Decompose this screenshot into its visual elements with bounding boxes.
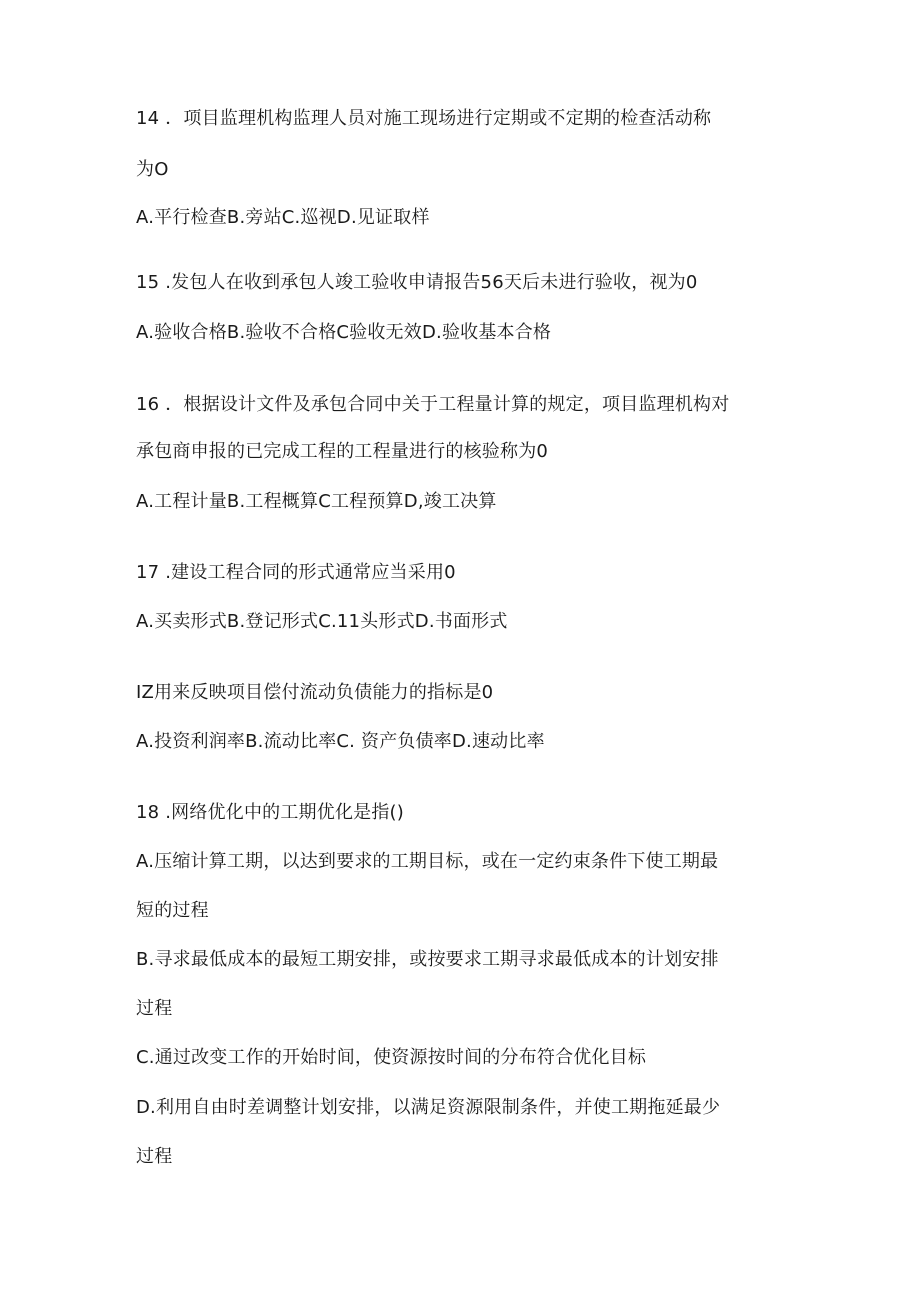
question-17-text: 17 .建设工程合同的形式通常应当采用0: [136, 562, 456, 583]
question-15-text: 15 .发包人在收到承包人竣工验收申请报告56天后未进行验收，视为0: [136, 272, 698, 293]
question-18-option-b-line-2: 过程: [136, 998, 173, 1019]
question-14-options: A.平行检查B.旁站C.巡视D.见证取样: [136, 207, 430, 228]
question-14-text-line-1: 14 ．项目监理机构监理人员对施工现场进行定期或不定期的检查活动称: [136, 108, 712, 129]
question-iz-text: IZ用来反映项目偿付流动负债能力的指标是0: [136, 682, 494, 703]
question-18-option-d-line-1: D.利用自由时差调整计划安排，以满足资源限制条件，并使工期拖延最少: [136, 1097, 721, 1118]
question-14-text-line-2: 为O: [136, 159, 169, 180]
question-18-option-b-line-1: B.寻求最低成本的最短工期安排，或按要求工期寻求最低成本的计划安排: [136, 949, 719, 970]
question-16-text-line-1: 16 ．根据设计文件及承包合同中关于工程量计算的规定，项目监理机构对: [136, 394, 730, 415]
question-18-option-a-line-1: A.压缩计算工期，以达到要求的工期目标，或在一定约束条件下使工期最: [136, 851, 719, 872]
question-18-option-c: C.通过改变工作的开始时间，使资源按时间的分布符合优化目标: [136, 1047, 647, 1068]
question-16-options: A.工程计量B.工程概算C工程预算D,竣工决算: [136, 491, 497, 512]
question-16-text-line-2: 承包商申报的已完成工程的工程量进行的核验称为0: [136, 441, 549, 462]
question-15-options: A.验收合格B.验收不合格C验收无效D.验收基本合格: [136, 322, 552, 343]
question-18-option-d-line-2: 过程: [136, 1146, 173, 1167]
question-iz-options: A.投资利润率B.流动比率C. 资产负债率D.速动比率: [136, 731, 545, 752]
question-18-option-a-line-2: 短的过程: [136, 900, 209, 921]
question-17-options: A.买卖形式B.登记形式C.11头形式D.书面形式: [136, 611, 508, 632]
question-18-text: 18 .网络优化中的工期优化是指(): [136, 802, 404, 823]
